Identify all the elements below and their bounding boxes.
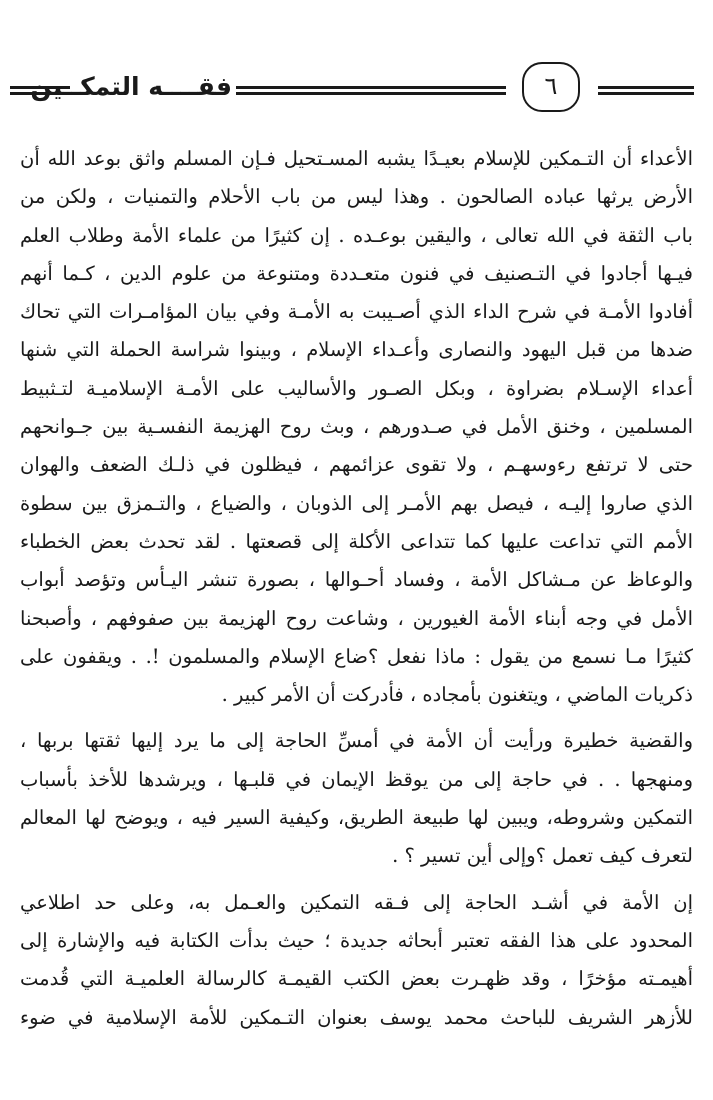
text-line: فيـها أجادوا في التـصنيف في فنون متعـددة ومتنوعة من علوم الدين ، كـما أنهم — [20, 261, 693, 285]
text-line: لتعرف كيف تعمل ؟وإلى أين تسير ؟ . — [392, 844, 693, 868]
text-line: والوعاظ عن مـشاكل الأمة ، وفساد أحـوالها ، بصورة تنشر اليـأس وتؤصد أبواب — [20, 568, 693, 592]
text-line: الأمم التي تداعت عليها كما تتداعى الأكلة إلى قصعتها . لقد تحدث بعض الخطباء — [20, 529, 693, 553]
text-line: إن الأمة في أشـد الحاجة إلى فـقه التمكين والعـمل به، وعلى حد اطلاعي — [20, 890, 693, 914]
paragraph-3 — [20, 884, 693, 1037]
text-line: الذي صاروا إليـه ، فيصل بهم الأمـر إلى الذوبان ، والضياع ، والتـمزق بين سطوة — [20, 491, 693, 515]
paragraph-gap — [20, 876, 693, 884]
text-line: المحدود على هذا الفقه تعتبر أبحاثه جديدة ؛ حيث بدأت الكتابة فيه والإشارة إلى — [20, 928, 693, 952]
body-text — [20, 140, 693, 1037]
running-title: فقــــه التمكــين — [30, 72, 232, 101]
page-number: ٦ — [522, 62, 580, 112]
header-rule-right — [598, 86, 694, 95]
text-line: أعداء الإسـلام بضراوة ، وبكل الصـور والأساليب على الأمـة الإسلاميـة لتـثبيط — [20, 376, 693, 400]
text-line: كثيرًا مـا نسمع من يقول : ماذا نفعل ؟ضاع الإسلام والمسلمون !. . ويقفون على — [20, 644, 693, 668]
paragraph-2 — [20, 722, 693, 875]
text-line: للأزهر الشريف للباحث محمد يوسف بعنوان التـمكين للأمة الإسلامية في ضوء — [20, 1005, 693, 1029]
text-line: أهيمـته مؤخرًا ، وقد ظهـرت بعض الكتب القيمـة كالرسالة العلميـة التي قُدمت — [20, 967, 693, 991]
text-line: الأعداء أن التـمكين للإسلام بعيـدًا يشبه المسـتحيل فـإن المسلم واثق بوعد الله أن — [20, 147, 693, 170]
text-line: والقضية خطيرة ورأيت أن الأمة في أمسِّ الحاجة إلى ما يرد إليها ثقتها بربها ، — [20, 729, 693, 753]
text-line: التمكين وشروطه، ويبين لها طبيعة الطريق، وكيفية السير فيه ، ويوضح لها المعالم — [20, 806, 693, 830]
text-line: المسلمين ، وخنق الأمل في صـدورهم ، وبث روح الهزيمة النفسـية بين جـوانحهم — [20, 415, 693, 439]
paragraph-1 — [20, 140, 693, 714]
paragraph-gap — [20, 714, 693, 722]
text-line: باب الثقة في الله تعالى ، واليقين بوعـده . إن كثيرًا من علماء الأمة وطلاب العلم — [20, 223, 693, 247]
text-line: الأرض يرثها عباده الصالحون . وهذا ليس من باب الأحلام والتمنيات ، ولكن من — [20, 185, 693, 209]
text-line: الأمل في وجه أبناء الأمة الغيورين ، وشاعت روح الهزيمة بين صفوفهم ، وأصبحنا — [20, 606, 693, 630]
running-header — [0, 58, 713, 118]
text-line: ضدها من قبل اليهود والنصارى وأعـداء الإسلام ، وبينوا شراسة الحملة التي شنها — [20, 338, 693, 362]
header-rule-middle — [236, 86, 506, 95]
text-line: حتى لا ترتفع رءوسهـم ، ولا تقوى عزائمهم ، فيظلون في ذلـك الضعف والهوان — [20, 453, 693, 477]
text-line: ومنهجها . . في حاجة إلى من يوقظ الإيمان في قلبـها ، ويرشدها للأخذ بأسباب — [20, 767, 693, 791]
text-line: أفادوا الأمـة في شرح الداء الذي أصـيبت به الأمـة وفي بيان المؤامـرات التي تحاك — [20, 300, 693, 324]
text-line: ذكريات الماضي ، ويتغنون بأمجاده ، فأدركت أن الأمر كبير . — [221, 683, 693, 707]
